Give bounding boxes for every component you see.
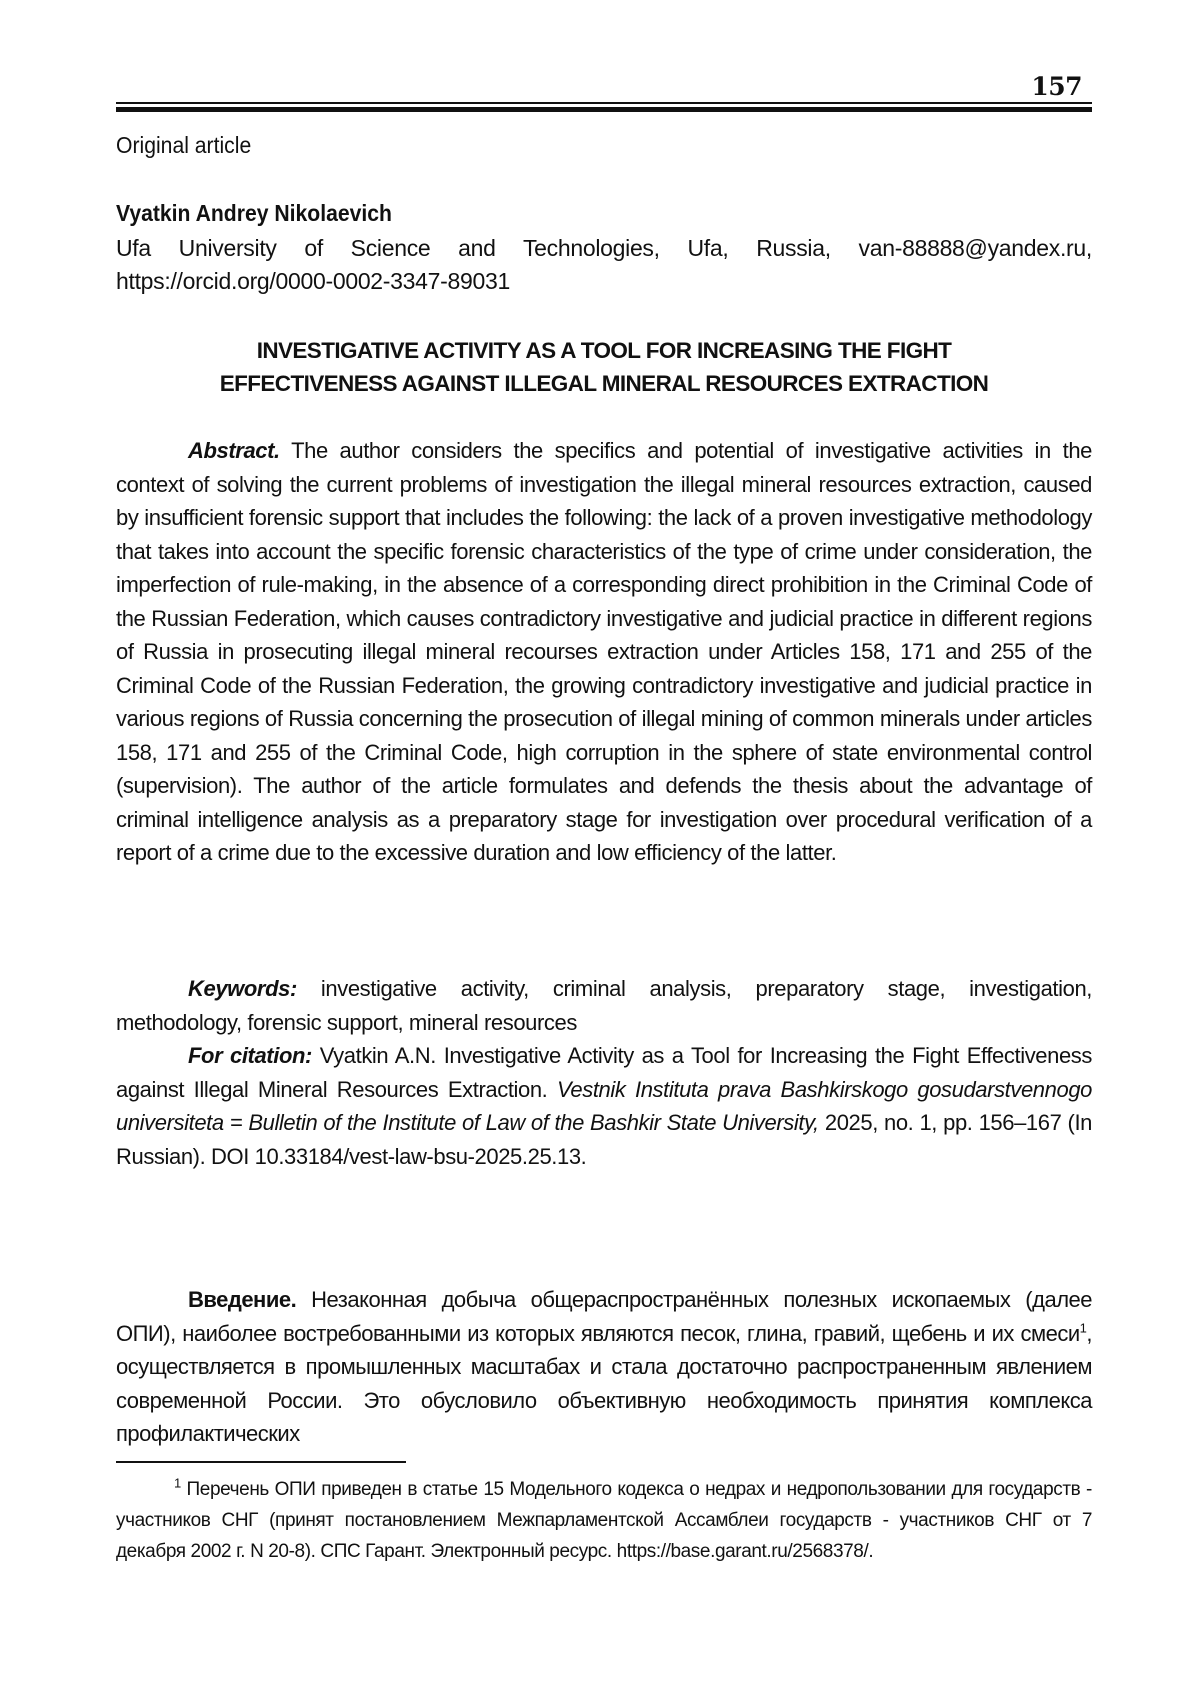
citation-text-after: 2025, no. 1, pp. 156–167 (In Russian). <box>116 1110 1092 1169</box>
footnote-text: Перечень ОПИ приведен в статье 15 Модельного кодекса о недрах и недропользовании для государств - участников СНГ (принят постановлением Межпарламентской Ассамблеи государств - участников СНГ от 7 декабря 2002 г. N 20-8). СПС Гарант. Электронный ресурс. https://base.garant.ru/2568378/. <box>116 1479 1092 1562</box>
article-title-line-2: EFFECTIVENESS AGAINST ILLEGAL MINERAL RESOURCES EXTRACTION <box>219 371 989 396</box>
header-rule-thick <box>116 107 1092 112</box>
abstract-label: Abstract. <box>188 438 280 463</box>
keywords-text: investigative activity, criminal analysis, preparatory stage, investigation, methodology, forensic support, mineral resources <box>116 976 1092 1035</box>
citation-text: Vyatkin A.N. Investigative Activity as a Tool for Increasing the Fight Effectiveness against Illegal Mineral Resources Extraction. <box>116 1043 1092 1102</box>
introduction-text: Незаконная добыча общераспространённых полезных ископаемых (далее ОПИ), наиболее востребованными из которых являются песок, глина, гравий, щебень и их смеси <box>116 1287 1092 1346</box>
page-number: 157 <box>1031 72 1082 101</box>
introduction-label: Введение. <box>188 1287 297 1312</box>
abstract-text: The author considers the specifics and potential of investigative activities in the context of solving the current problems of investigation the illegal mineral resources extraction, caused by insufficient forensic support that includes the following: the lack of a proven investigative methodology that takes into account the specific forensic characteristics of the type of crime under consideration, the imperfection of rule-making, in the absence of a corresponding direct prohibition in the Criminal Code of the Russian Federation, which causes contradictory investigative and judicial practice in different regions of Russia in prosecuting illegal mineral recourses extraction under Articles 158, 171 and 255 of the Criminal Code of the Russian Federation, the growing contradictory investigative and judicial practice in various regions of Russia concerning the prosecution of illegal mining of common minerals under articles 158, 171 and 255 of the Criminal Code, high corruption in the sphere of state environmental control (supervision). The author of the article formulates and defends the thesis about the advantage of criminal intelligence analysis as a preparatory stage for investigation over procedural verification of a report of a crime due to the excessive duration and low efficiency of the latter. <box>116 438 1092 865</box>
article-type: Original article <box>116 132 252 158</box>
article-title <box>116 334 1092 400</box>
footnote-number: 1 <box>174 1475 181 1491</box>
author-affiliation: Ufa University of Science and Technologies, Ufa, Russia, van-88888@yandex.ru, https://orcid.org/0000-0002-3347-89031 <box>116 235 1092 294</box>
author-name: Vyatkin Andrey Nikolaevich <box>116 200 392 226</box>
citation <box>116 1039 1092 1173</box>
footnote-reference[interactable]: 1 <box>1079 1320 1087 1336</box>
citation-journal: Vestnik Instituta prava Bashkirskogo gosudarstvennogo universiteta = Bulletin of the Institute of Law of the Bashkir State University, <box>116 1076 1092 1135</box>
citation-label: For citation: <box>188 1043 312 1068</box>
keywords-label: Keywords: <box>188 976 297 1001</box>
citation-doi: DOI 10.33184/vest-law-bsu-2025.25.13. <box>211 1143 587 1169</box>
introduction-text-after: , осуществляется в промышленных масштабах и стала достаточно распространенным явлением современной России. Это обусловило объективную необходимость принятия комплекса профилактических <box>116 1320 1092 1446</box>
header-rule-thin <box>116 102 1092 104</box>
footnote-separator <box>116 1461 406 1463</box>
introduction <box>116 1283 1092 1451</box>
article-title-line-1: INVESTIGATIVE ACTIVITY AS A TOOL FOR INCREASING THE FIGHT <box>256 338 952 363</box>
abstract <box>116 434 1092 870</box>
footnote <box>116 1474 1092 1567</box>
keywords <box>116 972 1092 1039</box>
